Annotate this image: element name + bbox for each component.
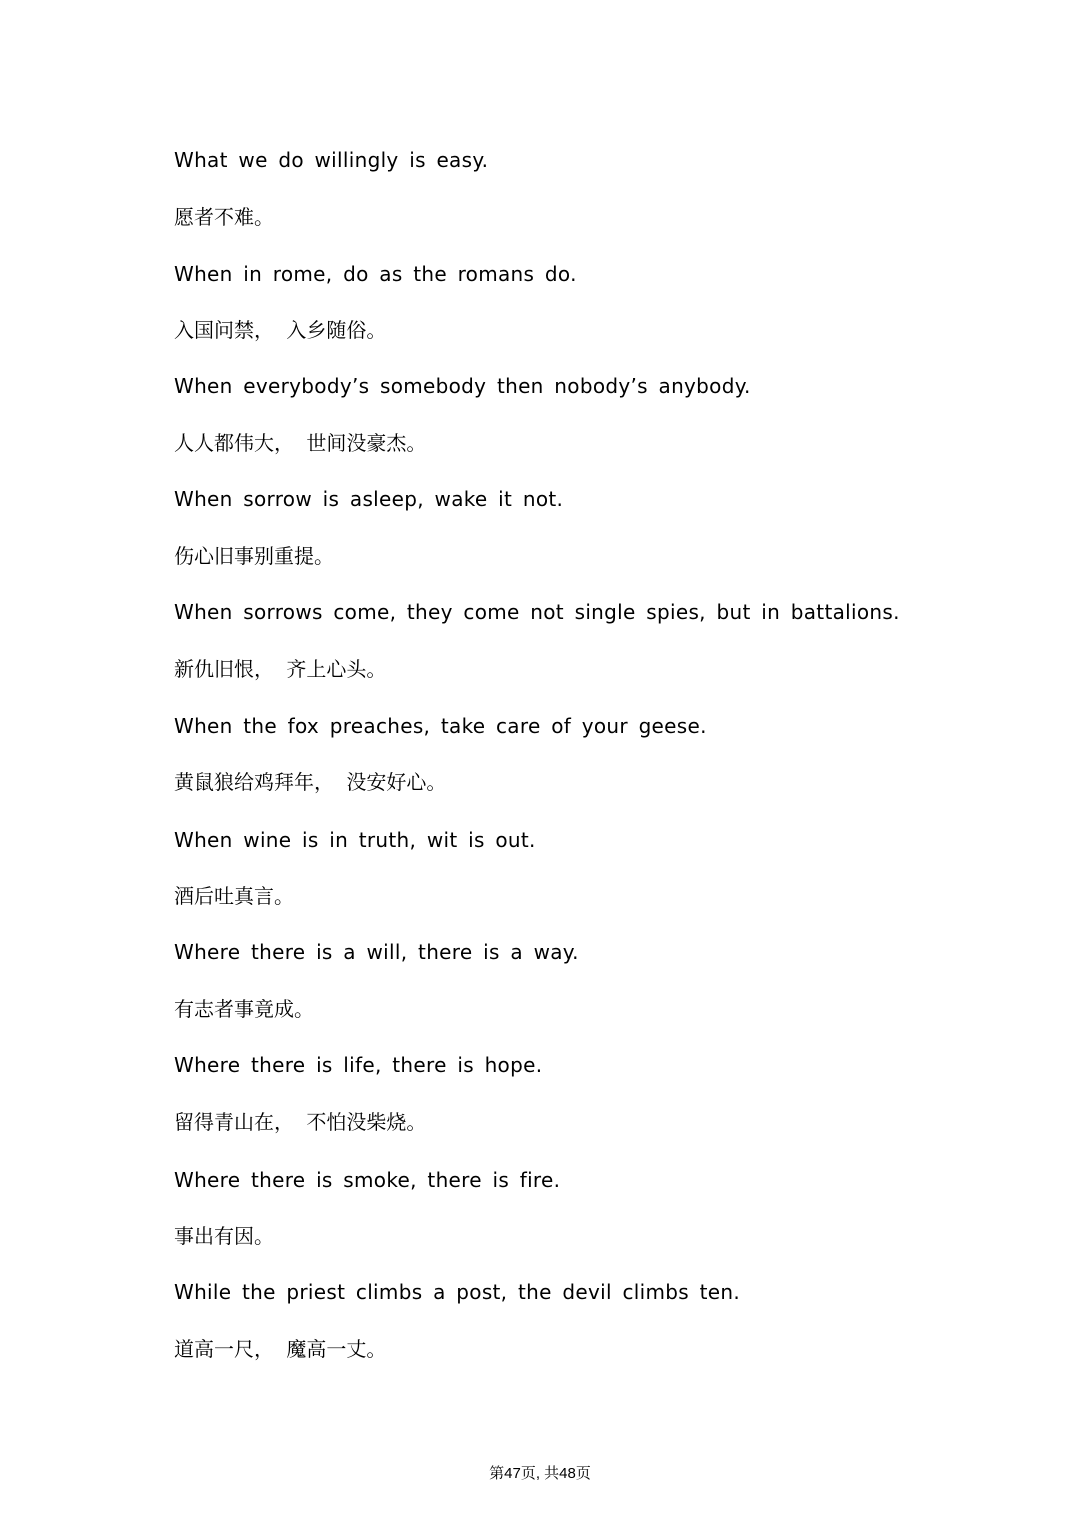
proverb-chinese: 黄鼠狼给鸡拜年， 没安好心。 [174,770,447,794]
proverb-english: Where there is a will, there is a way. [174,940,579,964]
proverb-english: Where there is life, there is hope. [174,1053,543,1077]
proverb-english: When everybody’s somebody then nobody’s anybody. [174,374,751,398]
proverb-english: When wine is in truth, wit is out. [174,828,536,852]
proverb-english: When sorrows come, they come not single spies, but in battalions. [174,600,900,624]
proverb-english: While the priest climbs a post, the devil climbs ten. [174,1280,741,1304]
proverb-chinese: 留得青山在， 不怕没柴烧。 [174,1110,427,1134]
proverb-english: When in rome, do as the romans do. [174,262,577,286]
proverb-english: When the fox preaches, take care of your geese. [174,714,707,738]
proverb-chinese: 入国问禁， 入乡随俗。 [174,318,387,342]
proverb-chinese: 伤心旧事别重提。 [174,544,334,568]
proverb-chinese: 有志者事竟成。 [174,997,314,1021]
proverb-chinese: 事出有因。 [174,1224,274,1248]
proverb-chinese: 新仇旧恨， 齐上心头。 [174,657,387,681]
proverb-chinese: 人人都伟大， 世间没豪杰。 [174,431,427,455]
proverb-chinese: 道高一尺， 魔高一丈。 [174,1337,387,1361]
proverb-english: What we do willingly is easy. [174,148,489,172]
proverb-english: When sorrow is asleep, wake it not. [174,487,564,511]
page-number-footer: 第47页, 共48页 [489,1465,591,1482]
proverb-english: Where there is smoke, there is fire. [174,1168,561,1192]
proverb-chinese: 酒后吐真言。 [174,884,294,908]
proverb-chinese: 愿者不难。 [174,205,274,229]
